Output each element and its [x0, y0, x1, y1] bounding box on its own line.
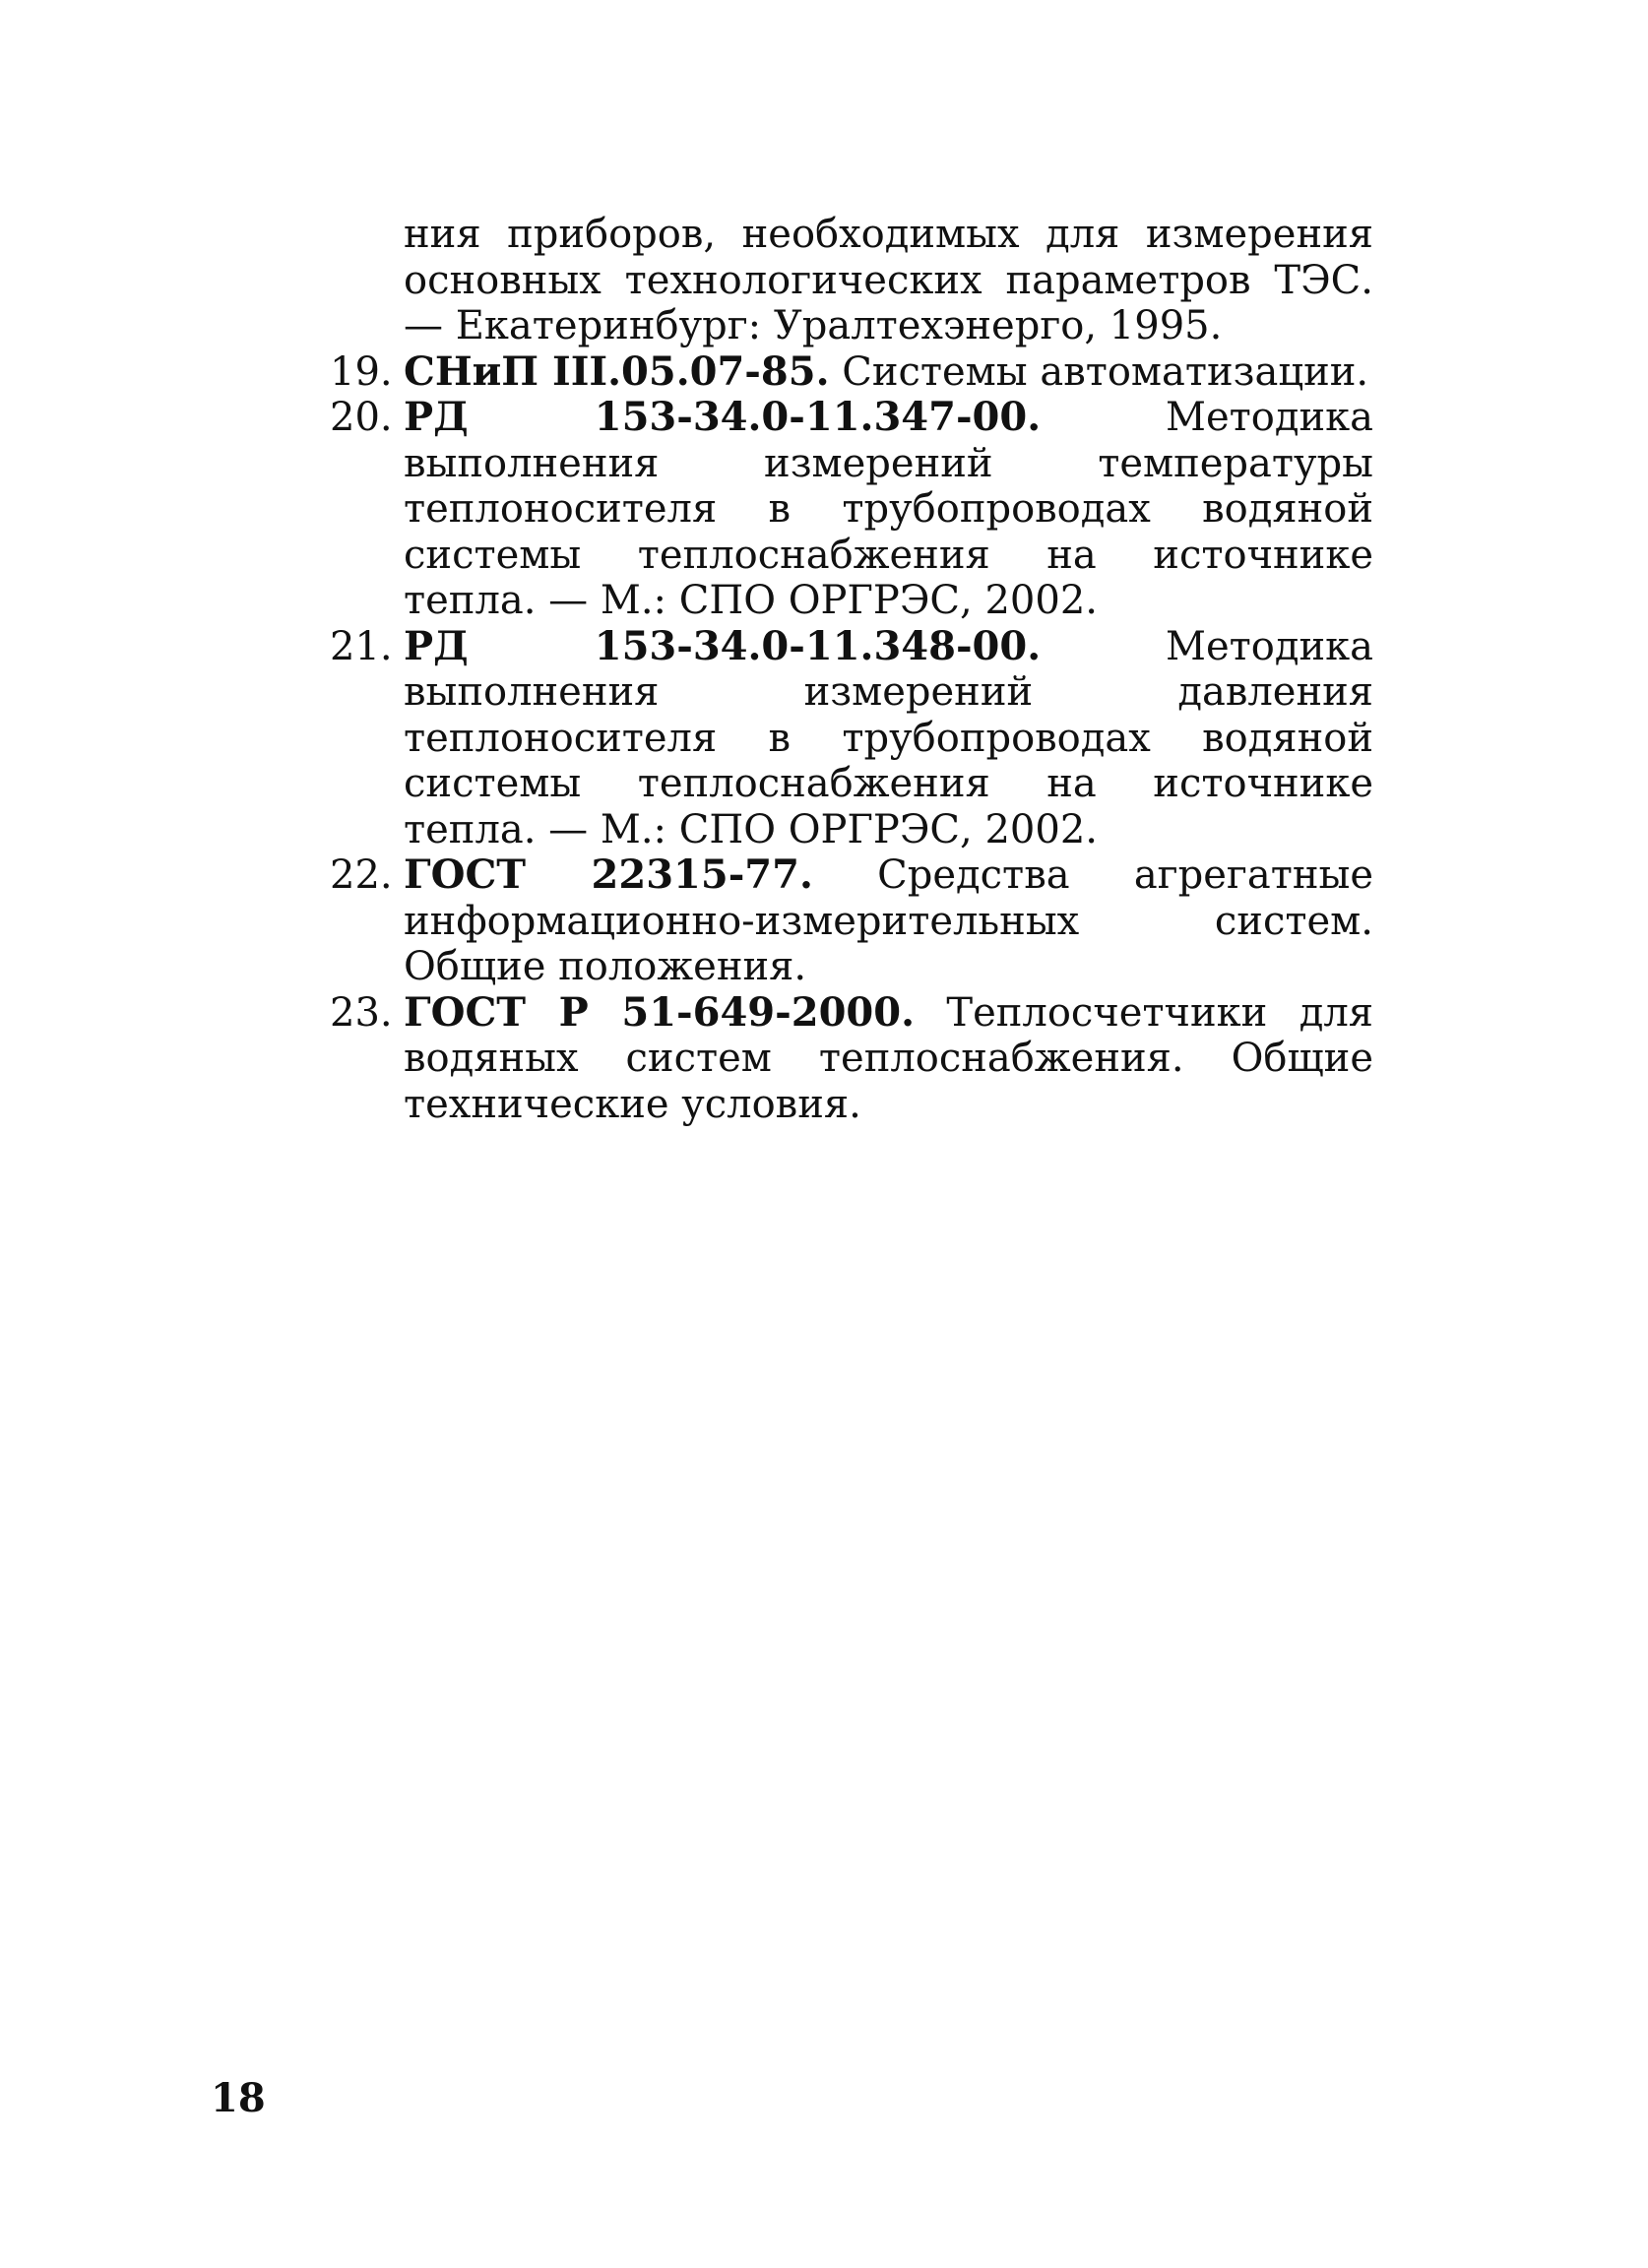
reference-continuation [330, 212, 1373, 349]
reference-code: ГОСТ Р 51-649-2000. [404, 988, 915, 1036]
reference-item-23 [330, 990, 1373, 1128]
reference-code: РД 153-34.0-11.347-00. [404, 394, 1042, 440]
reference-item-21 [330, 624, 1373, 853]
reference-text: Методика выполнения измерений температуры теплоносителя в трубопроводах водяной системы теплоснабжения на источнике тепла. — М.: СПО ОРГРЭС, 2002. [404, 395, 1373, 623]
reference-text: Методика выполнения измерений давления теплоносителя в трубопроводах водяной системы теплоснабжения на источнике тепла. — М.: СПО ОРГРЭС, 2002. [404, 623, 1373, 852]
reference-item-22 [330, 852, 1373, 990]
reference-number: 22. [330, 852, 393, 898]
reference-number: 21. [330, 623, 393, 669]
page-number: 18 [211, 2075, 266, 2121]
reference-number: 19. [330, 348, 393, 395]
reference-code: ГОСТ 22315-77. [404, 851, 813, 898]
reference-text: Средства агрегатные информационно-измерительных систем. Общие положения. [404, 852, 1373, 989]
reference-code: РД 153-34.0-11.348-00. [404, 622, 1042, 669]
reference-number: 20. [330, 395, 393, 440]
reference-text: Теплосчетчики для водяных систем теплоснабжения. Общие технические условия. [404, 989, 1374, 1127]
reference-item-19 [330, 349, 1373, 396]
reference-number: 23. [330, 989, 393, 1036]
reference-item-20 [330, 395, 1373, 624]
continuation-text: ния приборов, необходимых для измерения основных технологических параметров ТЭС. — Екатеринбург: Уралтехэнерго, 1995. [404, 212, 1373, 348]
reference-code: СНиП III.05.07-85. [404, 347, 830, 395]
reference-list [330, 212, 1373, 1127]
reference-text: Системы автоматизации. [829, 348, 1369, 395]
